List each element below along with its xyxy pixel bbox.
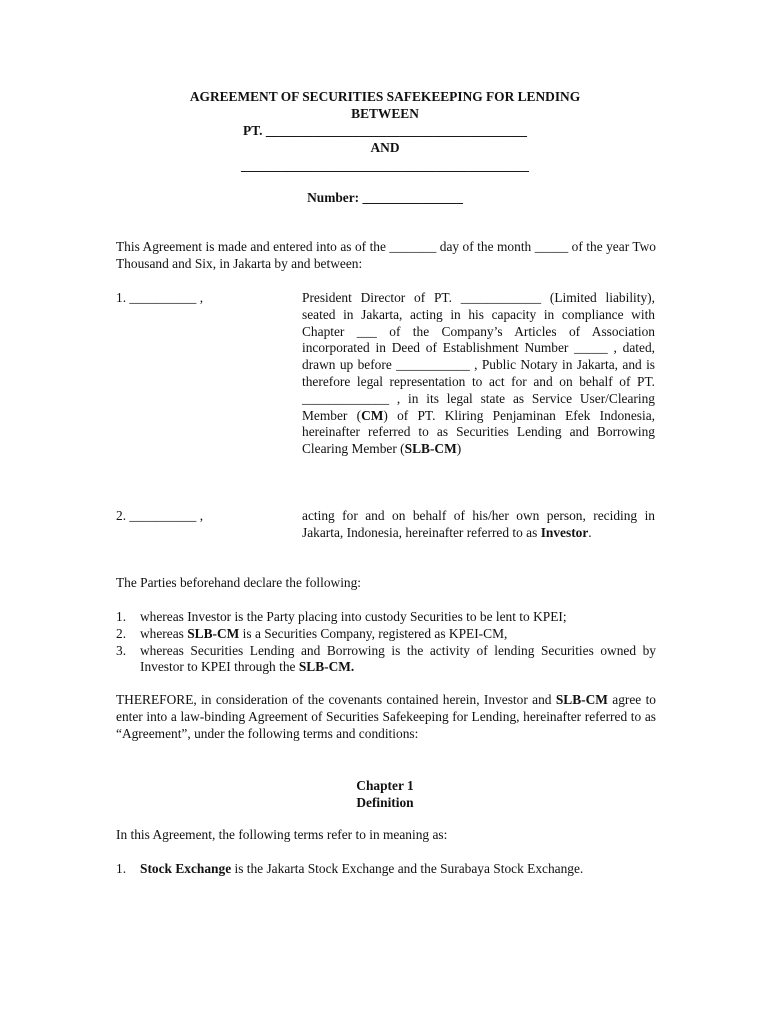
definition-text: is the Jakarta Stock Exchange and the Surabaya Stock Exchange. [231,861,584,876]
title-between: BETWEEN [351,106,419,121]
party-1-number: 1. __________ , [116,290,204,305]
therefore-paragraph [116,692,656,742]
whereas-item [116,626,656,643]
whereas-number: 3. [116,642,127,658]
chapter-subtitle: Definition [356,795,414,810]
terms-intro: In this Agreement, the following terms refer to in meaning as: [116,827,448,842]
chapter-title: Chapter 1 [356,778,414,793]
whereas-bold: SLB-CM [187,625,240,641]
party-2-text-b: . [588,524,592,540]
party-2-description [302,508,655,542]
whereas-text: whereas Securities Lending and Borrowing is the activity of lending Securities owned by Investor to KPEI through the [140,642,656,675]
therefore-text-b: agree to enter into a law-binding Agreement of Securities Safekeeping for Lending, hereinafter referred to as “Agreement”, under the following terms and conditions: [116,692,656,741]
definition-term: Stock Exchange [140,861,232,876]
whereas-text-end: is a Securities Company, registered as KPEI-CM, [239,625,508,641]
agreement-title: AGREEMENT OF SECURITIES SAFEKEEPING FOR LENDING [189,89,581,104]
intro-paragraph: This Agreement is made and entered into as of the _______ day of the month _____ of the year Two Thousand and Six, in Jakarta by and between: [116,239,656,271]
party-1-text-a: President Director of PT. ____________ (Limited liability), seated in Jakarta, acting in his capacity in compliance with Chapter ___ of the Company’s Articles of Association incorporated in Deed of Establishment Number _____ , dated, drawn up before ___________ , Public Notary in Jakarta, and is therefore legal representation to act for and on behalf of PT. _____________ , in its legal state as Service User/Clearing Member ( [302,290,655,423]
whereas-text: whereas [140,625,188,641]
whereas-bold: SLB-CM. [298,659,355,675]
whereas-text: whereas Investor is the Party placing into custody Securities to be lent to KPEI; [140,609,567,624]
party-1-description [302,290,655,458]
definition-number: 1. [116,861,127,876]
whereas-item [116,609,656,626]
party-1-text-c: ) [456,441,462,457]
party-2-number: 2. __________ , [116,508,204,523]
party-2-investor: Investor [540,524,589,540]
party-1-slbcm: SLB-CM [404,441,457,457]
whereas-item [116,643,656,677]
whereas-number: 1. [116,609,127,624]
party-1-text-b: ) of PT. Kliring Penjaminan Efek Indonesia, hereinafter referred to as Securities Lending and Borrowing Clearing Member ( [302,407,656,457]
declare-paragraph: The Parties beforehand declare the following: [116,575,362,590]
whereas-list [116,609,656,676]
title-and: AND [370,140,400,155]
whereas-number: 2. [116,625,127,641]
title-party-blank: ___________________________________________ [241,158,529,173]
agreement-number: Number: _______________ [307,190,463,205]
party-2-text-a: acting for and on behalf of his/her own person, reciding in Jakarta, Indonesia, hereinafter referred to as [302,508,655,540]
party-1-cm: CM [361,407,384,423]
therefore-slbcm: SLB-CM [555,692,608,707]
title-party-pt: PT. _______________________________________ [243,123,527,138]
definition-item [116,861,676,878]
therefore-text-a: THEREFORE, in consideration of the covenants contained herein, Investor and [116,692,556,707]
